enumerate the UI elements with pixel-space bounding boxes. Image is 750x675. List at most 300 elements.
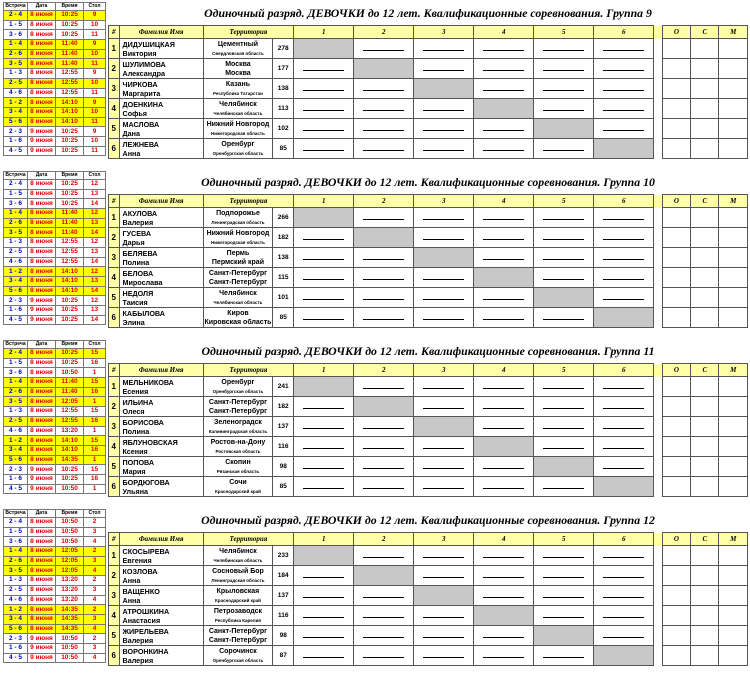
player-firstname: Евгения: [122, 555, 152, 565]
schedule-row: [4, 407, 106, 417]
score-cell[interactable]: [354, 546, 414, 566]
score-cell[interactable]: [534, 59, 594, 79]
score-cell[interactable]: [594, 457, 654, 477]
score-line: [303, 657, 344, 658]
score-cell[interactable]: [354, 288, 414, 308]
score-cell[interactable]: [414, 566, 474, 586]
points-cell[interactable]: [662, 288, 690, 308]
score-line: [603, 468, 644, 469]
points-cell[interactable]: [662, 248, 690, 268]
player-firstname: Дана: [122, 128, 140, 138]
place-cell[interactable]: [719, 646, 748, 666]
score-line: [483, 219, 524, 220]
score-cell[interactable]: [414, 477, 474, 497]
sets-cell[interactable]: [691, 99, 719, 119]
col-opponent: 5: [534, 364, 594, 377]
player-rating: 98: [273, 626, 294, 646]
player-region: Кировская область: [204, 318, 272, 326]
player-city: Ростов-на-Дону: [210, 438, 266, 446]
points-cell[interactable]: [662, 457, 690, 477]
score-cell[interactable]: [474, 59, 534, 79]
score-cell[interactable]: [414, 39, 474, 59]
score-cell[interactable]: [414, 268, 474, 288]
score-cell[interactable]: [594, 268, 654, 288]
points-cell[interactable]: [662, 139, 690, 159]
score-cell[interactable]: [534, 39, 594, 59]
place-cell[interactable]: [719, 308, 748, 328]
player-number: 1: [109, 208, 120, 228]
sets-cell[interactable]: [691, 457, 719, 477]
player-number: 3: [109, 248, 120, 268]
match-time: 11:40: [56, 59, 84, 69]
sets-cell[interactable]: [691, 79, 719, 99]
score-cell[interactable]: [534, 99, 594, 119]
score-cell[interactable]: [594, 59, 654, 79]
score-cell[interactable]: [414, 59, 474, 79]
score-cell[interactable]: [354, 268, 414, 288]
score-cell[interactable]: [534, 228, 594, 248]
score-cell[interactable]: [594, 377, 654, 397]
score-cell[interactable]: [534, 268, 594, 288]
sets-cell[interactable]: [691, 208, 719, 228]
score-cell[interactable]: [414, 546, 474, 566]
score-cell[interactable]: [294, 59, 354, 79]
score-cell[interactable]: [534, 208, 594, 228]
sets-cell[interactable]: [691, 437, 719, 457]
player-number: 4: [109, 268, 120, 288]
points-cell[interactable]: [662, 566, 690, 586]
schedule-row: [4, 238, 106, 248]
player-firstname: Ульяна: [122, 486, 149, 496]
score-cell[interactable]: [294, 586, 354, 606]
match-time: 10:50: [56, 518, 84, 528]
schedule-row: [4, 358, 106, 368]
player-surname: АТРОШКИНА: [122, 606, 170, 616]
sets-cell[interactable]: [691, 477, 719, 497]
points-cell[interactable]: [662, 119, 690, 139]
score-line: [483, 299, 524, 300]
player-territory: [203, 437, 272, 457]
player-number: 4: [109, 437, 120, 457]
score-cell[interactable]: [294, 228, 354, 248]
score-line: [303, 617, 344, 618]
sets-cell[interactable]: [691, 39, 719, 59]
points-cell[interactable]: [662, 606, 690, 626]
sets-cell[interactable]: [691, 268, 719, 288]
points-cell[interactable]: [662, 417, 690, 437]
place-cell[interactable]: [719, 248, 748, 268]
score-cell[interactable]: [594, 546, 654, 566]
score-cell[interactable]: [294, 606, 354, 626]
score-cell[interactable]: [594, 39, 654, 59]
col-opponent: 1: [294, 533, 354, 546]
col-name: Фамилия Имя: [119, 195, 203, 208]
player-city: Подпорожье: [216, 209, 260, 217]
sets-cell[interactable]: [691, 397, 719, 417]
match-table: 13: [84, 218, 106, 228]
place-cell[interactable]: [719, 59, 748, 79]
schedule-row: [4, 136, 106, 146]
score-cell[interactable]: [354, 477, 414, 497]
score-cell[interactable]: [594, 626, 654, 646]
score-cell[interactable]: [294, 288, 354, 308]
player-city: Санкт-Петербург: [208, 627, 268, 635]
player-city: Челябинск: [219, 289, 257, 297]
score-cell[interactable]: [354, 39, 414, 59]
score-cell[interactable]: [534, 646, 594, 666]
match-time: 10:25: [56, 127, 84, 137]
place-cell[interactable]: [719, 268, 748, 288]
place-cell[interactable]: [719, 606, 748, 626]
gap-cell: [654, 606, 662, 626]
score-cell[interactable]: [474, 228, 534, 248]
col-opponent: 2: [354, 26, 414, 39]
place-cell[interactable]: [719, 39, 748, 59]
score-cell[interactable]: [474, 119, 534, 139]
points-cell[interactable]: [662, 377, 690, 397]
points-cell[interactable]: [662, 308, 690, 328]
sets-cell[interactable]: [691, 417, 719, 437]
col-gap: [654, 533, 662, 546]
score-cell[interactable]: [354, 99, 414, 119]
score-cell[interactable]: [474, 546, 534, 566]
score-line: [483, 408, 524, 409]
place-cell[interactable]: [719, 79, 748, 99]
player-territory: [203, 586, 272, 606]
score-cell[interactable]: [414, 139, 474, 159]
points-cell[interactable]: [662, 646, 690, 666]
score-cell[interactable]: [594, 228, 654, 248]
score-cell[interactable]: [474, 477, 534, 497]
place-cell[interactable]: [719, 546, 748, 566]
place-cell[interactable]: [719, 437, 748, 457]
match-time: 10:25: [56, 465, 84, 475]
score-line: [363, 259, 404, 260]
place-cell[interactable]: [719, 139, 748, 159]
score-cell[interactable]: [474, 39, 534, 59]
score-cell[interactable]: [414, 626, 474, 646]
sets-cell[interactable]: [691, 228, 719, 248]
score-cell[interactable]: [354, 606, 414, 626]
score-cell[interactable]: [594, 566, 654, 586]
score-cell[interactable]: [294, 437, 354, 457]
place-cell[interactable]: [719, 288, 748, 308]
score-line: [363, 50, 404, 51]
sets-cell[interactable]: [691, 248, 719, 268]
gap-cell: [654, 566, 662, 586]
score-cell[interactable]: [474, 397, 534, 417]
match-pair: 1 - 2: [4, 267, 28, 277]
score-cell[interactable]: [594, 437, 654, 457]
place-cell[interactable]: [719, 626, 748, 646]
gap-cell: [654, 417, 662, 437]
score-cell[interactable]: [534, 79, 594, 99]
score-cell[interactable]: [474, 79, 534, 99]
score-cell[interactable]: [414, 99, 474, 119]
score-cell[interactable]: [474, 566, 534, 586]
place-cell[interactable]: [719, 119, 748, 139]
match-pair: 1 - 5: [4, 20, 28, 30]
place-cell[interactable]: [719, 586, 748, 606]
score-cell[interactable]: [354, 417, 414, 437]
score-cell[interactable]: [414, 119, 474, 139]
score-cell[interactable]: [354, 248, 414, 268]
points-cell[interactable]: [662, 228, 690, 248]
score-cell[interactable]: [594, 397, 654, 417]
sets-cell[interactable]: [691, 586, 719, 606]
player-number: 5: [109, 119, 120, 139]
player-name: [119, 39, 203, 59]
score-line: [603, 219, 644, 220]
sets-cell[interactable]: [691, 119, 719, 139]
place-cell[interactable]: [719, 228, 748, 248]
schedule-header-cell: Стол: [84, 510, 106, 518]
match-time: 10:25: [56, 315, 84, 325]
score-cell[interactable]: [414, 606, 474, 626]
sets-cell[interactable]: [691, 288, 719, 308]
score-cell[interactable]: [534, 397, 594, 417]
match-time: 12:55: [56, 416, 84, 426]
sets-cell[interactable]: [691, 377, 719, 397]
points-cell[interactable]: [662, 268, 690, 288]
score-cell[interactable]: [474, 308, 534, 328]
match-table: 9: [84, 40, 106, 50]
score-cell[interactable]: [534, 417, 594, 437]
player-rating: 138: [273, 79, 294, 99]
match-date: 8 июня: [28, 40, 56, 50]
score-cell[interactable]: [474, 626, 534, 646]
score-line: [423, 239, 464, 240]
score-cell[interactable]: [534, 248, 594, 268]
score-cell[interactable]: [414, 308, 474, 328]
score-cell[interactable]: [294, 99, 354, 119]
score-cell[interactable]: [474, 288, 534, 308]
match-time: 10:25: [56, 199, 84, 209]
score-cell[interactable]: [354, 457, 414, 477]
match-table: 15: [84, 407, 106, 417]
score-cell[interactable]: [414, 457, 474, 477]
score-cell[interactable]: [354, 646, 414, 666]
score-cell[interactable]: [294, 79, 354, 99]
score-line: [303, 259, 344, 260]
score-cell[interactable]: [294, 646, 354, 666]
score-cell[interactable]: [474, 457, 534, 477]
place-cell[interactable]: [719, 417, 748, 437]
gap-cell: [654, 39, 662, 59]
score-line: [423, 388, 464, 389]
player-number: 5: [109, 457, 120, 477]
schedule-row: [4, 30, 106, 40]
score-cell[interactable]: [474, 208, 534, 228]
match-time: 11:40: [56, 209, 84, 219]
score-cell[interactable]: [534, 139, 594, 159]
col-result: О: [662, 26, 690, 39]
match-pair: 2 - 3: [4, 127, 28, 137]
place-cell[interactable]: [719, 208, 748, 228]
col-territory: Территория: [203, 364, 294, 377]
score-cell[interactable]: [354, 139, 414, 159]
gap-cell: [654, 99, 662, 119]
score-line: [483, 319, 524, 320]
score-cell[interactable]: [354, 586, 414, 606]
player-territory: [203, 228, 272, 248]
points-cell[interactable]: [662, 397, 690, 417]
player-row: [109, 646, 748, 666]
score-cell[interactable]: [534, 477, 594, 497]
sets-cell[interactable]: [691, 566, 719, 586]
score-cell[interactable]: [474, 377, 534, 397]
score-cell[interactable]: [594, 288, 654, 308]
match-pair: 2 - 6: [4, 218, 28, 228]
match-pair: 4 - 5: [4, 146, 28, 156]
player-region: Оренбургская область: [212, 150, 264, 156]
match-date: 9 июня: [28, 484, 56, 494]
score-line: [543, 239, 584, 240]
score-line: [303, 637, 344, 638]
sets-cell[interactable]: [691, 626, 719, 646]
match-time: 12:05: [56, 397, 84, 407]
points-cell[interactable]: [662, 546, 690, 566]
score-cell[interactable]: [294, 119, 354, 139]
score-cell[interactable]: [294, 417, 354, 437]
score-cell[interactable]: [294, 397, 354, 417]
score-cell[interactable]: [594, 586, 654, 606]
place-cell[interactable]: [719, 566, 748, 586]
sets-cell[interactable]: [691, 139, 719, 159]
score-cell[interactable]: [474, 139, 534, 159]
schedule-header-cell: Дата: [28, 510, 56, 518]
place-cell[interactable]: [719, 457, 748, 477]
sets-cell[interactable]: [691, 59, 719, 79]
match-table: 2: [84, 547, 106, 557]
schedule-table: [3, 2, 106, 156]
score-cell[interactable]: [534, 546, 594, 566]
col-opponent: 3: [414, 533, 474, 546]
score-cell[interactable]: [294, 477, 354, 497]
place-cell[interactable]: [719, 377, 748, 397]
points-cell[interactable]: [662, 59, 690, 79]
score-cell[interactable]: [414, 377, 474, 397]
score-line: [603, 557, 644, 558]
score-cell[interactable]: [594, 417, 654, 437]
score-cell[interactable]: [294, 626, 354, 646]
score-cell[interactable]: [354, 437, 414, 457]
points-cell[interactable]: [662, 477, 690, 497]
score-line: [363, 617, 404, 618]
sets-cell[interactable]: [691, 646, 719, 666]
score-cell[interactable]: [414, 646, 474, 666]
points-cell[interactable]: [662, 39, 690, 59]
score-cell[interactable]: [594, 79, 654, 99]
col-result: О: [662, 364, 690, 377]
group-grid: [108, 363, 748, 497]
score-cell[interactable]: [474, 417, 534, 437]
player-name: [119, 268, 203, 288]
match-table: 1: [84, 397, 106, 407]
score-cell[interactable]: [534, 566, 594, 586]
score-cell[interactable]: [294, 308, 354, 328]
match-time: 12:55: [56, 88, 84, 98]
match-table: 11: [84, 146, 106, 156]
match-table: 2: [84, 518, 106, 528]
place-cell[interactable]: [719, 397, 748, 417]
score-line: [303, 150, 344, 151]
match-date: 8 июня: [28, 107, 56, 117]
score-cell[interactable]: [534, 377, 594, 397]
sets-cell[interactable]: [691, 606, 719, 626]
score-cell[interactable]: [354, 626, 414, 646]
score-cell[interactable]: [414, 437, 474, 457]
match-table: 14: [84, 199, 106, 209]
score-cell[interactable]: [294, 248, 354, 268]
schedule-row: [4, 518, 106, 528]
score-cell[interactable]: [294, 139, 354, 159]
score-cell[interactable]: [294, 268, 354, 288]
gap-cell: [654, 79, 662, 99]
match-date: 8 июня: [28, 416, 56, 426]
score-cell[interactable]: [474, 586, 534, 606]
col-opponent: 5: [534, 26, 594, 39]
score-cell[interactable]: [534, 586, 594, 606]
score-cell[interactable]: [474, 248, 534, 268]
match-date: 8 июня: [28, 257, 56, 267]
score-cell[interactable]: [354, 377, 414, 397]
score-line: [543, 597, 584, 598]
score-cell[interactable]: [474, 646, 534, 666]
points-cell[interactable]: [662, 586, 690, 606]
score-cell[interactable]: [594, 119, 654, 139]
score-cell[interactable]: [414, 208, 474, 228]
score-cell[interactable]: [534, 437, 594, 457]
score-cell[interactable]: [534, 308, 594, 328]
score-cell[interactable]: [354, 308, 414, 328]
score-cell[interactable]: [594, 208, 654, 228]
score-cell[interactable]: [354, 79, 414, 99]
match-table: 13: [84, 305, 106, 315]
score-cell[interactable]: [414, 397, 474, 417]
score-cell[interactable]: [354, 208, 414, 228]
points-cell[interactable]: [662, 99, 690, 119]
points-cell[interactable]: [662, 626, 690, 646]
player-rating: 177: [273, 59, 294, 79]
score-cell[interactable]: [594, 606, 654, 626]
score-cell[interactable]: [534, 606, 594, 626]
place-cell[interactable]: [719, 477, 748, 497]
score-line: [423, 637, 464, 638]
player-rating: 113: [273, 99, 294, 119]
score-cell[interactable]: [594, 248, 654, 268]
score-cell[interactable]: [414, 228, 474, 248]
score-cell[interactable]: [354, 119, 414, 139]
player-surname: ГУСЕВА: [122, 228, 152, 238]
player-surname: ДОЕНКИНА: [122, 99, 164, 109]
match-time: 12:05: [56, 547, 84, 557]
points-cell[interactable]: [662, 437, 690, 457]
points-cell[interactable]: [662, 79, 690, 99]
points-cell[interactable]: [662, 208, 690, 228]
sets-cell[interactable]: [691, 308, 719, 328]
score-cell[interactable]: [414, 288, 474, 308]
score-cell[interactable]: [294, 457, 354, 477]
sets-cell[interactable]: [691, 546, 719, 566]
match-table: 16: [84, 387, 106, 397]
score-line: [363, 110, 404, 111]
score-cell[interactable]: [594, 99, 654, 119]
score-cell[interactable]: [294, 566, 354, 586]
place-cell[interactable]: [719, 99, 748, 119]
player-name: [119, 646, 203, 666]
self-cell: [474, 99, 534, 119]
